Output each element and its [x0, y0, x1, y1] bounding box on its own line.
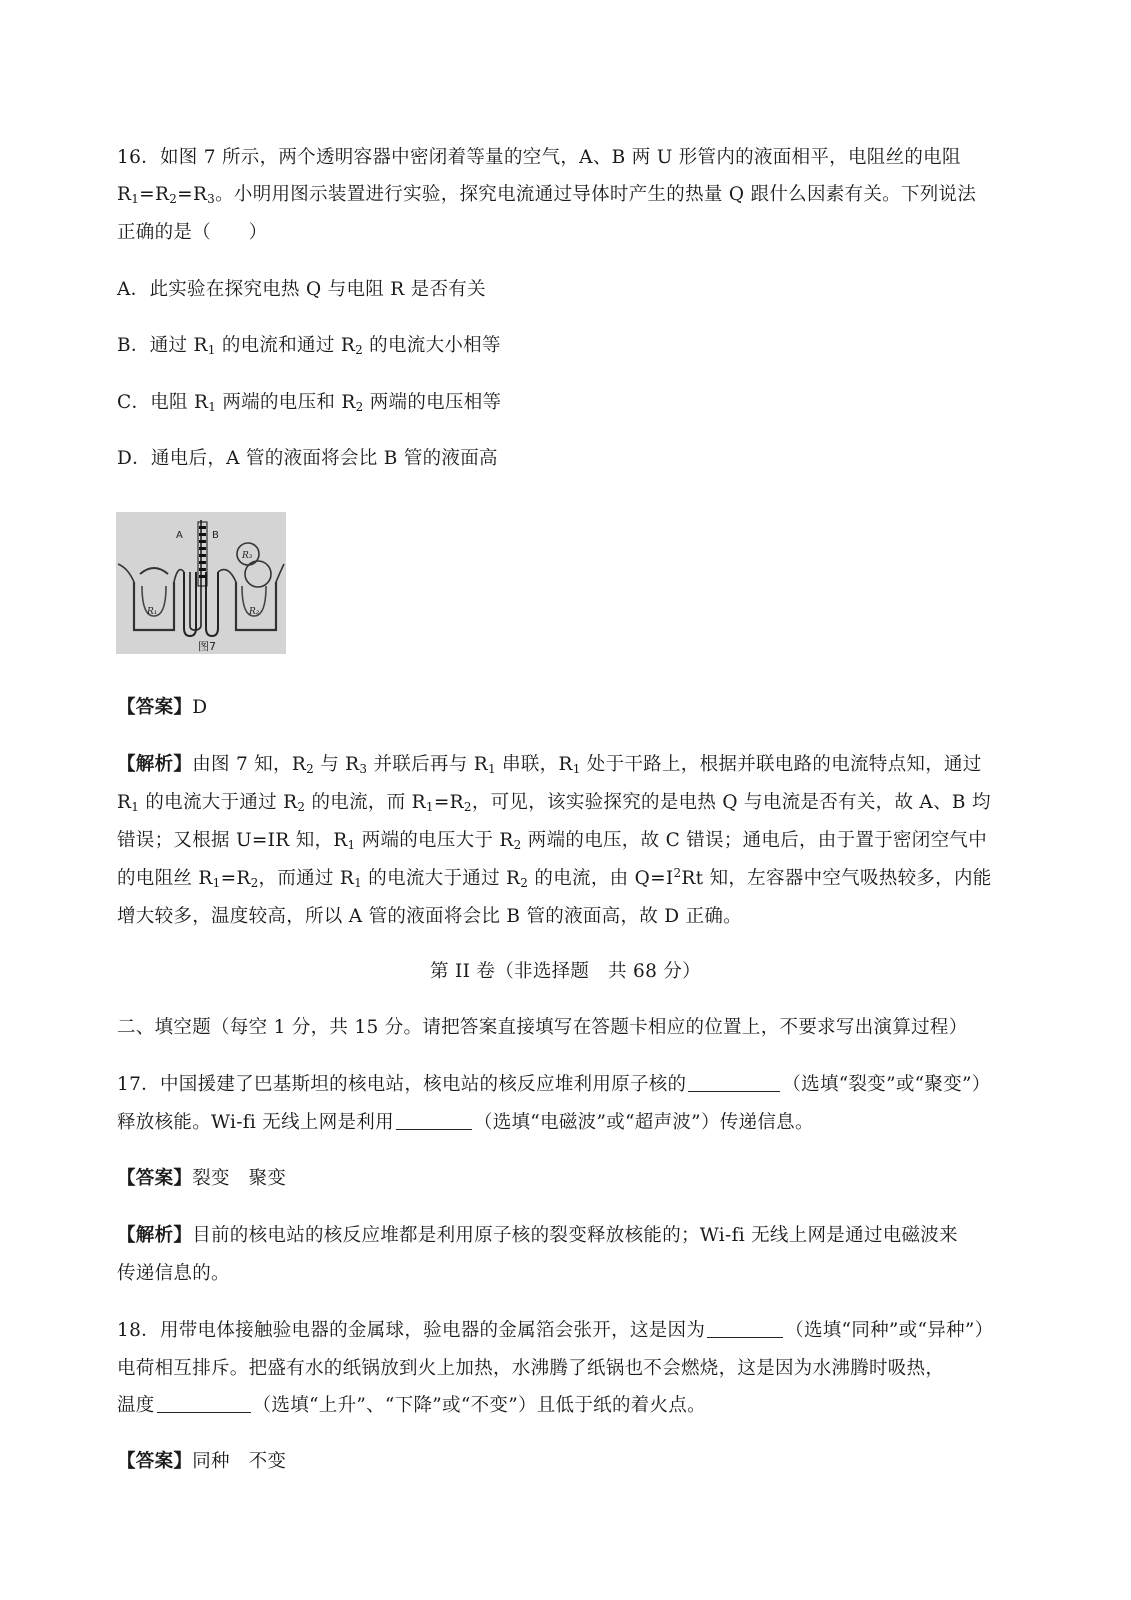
- q16-stem-line-2: [117, 183, 976, 207]
- section-title: [0, 960, 1131, 984]
- q17-answer: [117, 1167, 286, 1191]
- subscript: 1: [212, 876, 221, 890]
- subscript: 2: [463, 800, 472, 814]
- text-run: ，可见，该实验探究的是电热 Q 与电流是否有关，故 A、B 均: [471, 792, 991, 813]
- subscript: 3: [207, 192, 216, 206]
- q18-text-3a: 温度: [117, 1395, 155, 1416]
- q18-text-2: 电荷相互排斥。把盛有水的纸锅放到火上加热，水沸腾了纸锅也不会燃烧，这是因为水沸腾时吸热，: [117, 1358, 945, 1379]
- q17-analysis-line-1: [117, 1224, 958, 1248]
- q16-answer: [117, 696, 207, 720]
- q16-option-c: [117, 391, 501, 415]
- figure-caption: 图7: [198, 640, 216, 653]
- text-run: =R: [433, 792, 464, 813]
- q16-option-b: [117, 334, 501, 358]
- text-run: 的电流，而 R: [305, 792, 426, 813]
- text-run: 两端的电压大于 R: [355, 830, 514, 851]
- q17-blank-1[interactable]: [688, 1073, 780, 1092]
- q17-analysis-line-2: [117, 1262, 230, 1286]
- subscript: 1: [354, 876, 363, 890]
- q18-line-1: [117, 1319, 993, 1343]
- answer-value: 同种 不变: [192, 1451, 287, 1472]
- figure-label-r2: R₂: [249, 607, 260, 617]
- q18-text-1b: （选填“同种”或“异种”）: [785, 1320, 994, 1341]
- text-run: 错误；又根据 U=IR 知，R: [117, 830, 348, 851]
- analysis-tag: 【解析】: [117, 754, 193, 775]
- q17-blank-2[interactable]: [396, 1111, 472, 1130]
- section-fill-text: 二、填空题（每空 1 分，共 15 分。请把答案直接填写在答题卡相应的位置上，不要求写出演算过程）: [117, 1017, 968, 1038]
- q18-line-3: [117, 1394, 706, 1418]
- subscript: 1: [347, 838, 356, 852]
- answer-value: D: [192, 697, 208, 718]
- text-run: D．通电后，A 管的液面将会比 B 管的液面高: [117, 448, 498, 469]
- figure-label-a: A: [176, 530, 183, 541]
- text-run: R: [117, 792, 132, 813]
- text-run: 由图 7 知，R: [192, 754, 307, 775]
- text-run: =R: [220, 868, 251, 889]
- text-run: 的电流和通过 R: [215, 335, 356, 356]
- text-run: 处于干路上，根据并联电路的电流特点知，通过: [580, 754, 982, 775]
- q16-analysis-line-4: [117, 867, 992, 891]
- text-run: 的电流大于通过 R: [139, 792, 298, 813]
- subscript: 2: [513, 838, 522, 852]
- subscript: 2: [297, 800, 306, 814]
- answer-tag: 【答案】: [117, 1451, 193, 1472]
- q16-stem-line-3: [117, 221, 267, 245]
- q17-text-2b: （选填“电磁波”或“超声波”）传递信息。: [473, 1112, 814, 1133]
- subscript: 2: [250, 876, 259, 890]
- q16-stem-line-1: [117, 146, 961, 170]
- subscript: 2: [169, 192, 178, 206]
- section-fill-heading: [117, 1016, 968, 1040]
- analysis-tag: 【解析】: [117, 1225, 193, 1246]
- figure-7-image: [116, 512, 286, 654]
- text-run: 串联，R: [495, 754, 573, 775]
- subscript: 1: [425, 800, 434, 814]
- text-run: B．通过 R: [117, 335, 208, 356]
- q16-option-d: [117, 447, 498, 471]
- q18-answer: [117, 1450, 286, 1474]
- subscript: 1: [487, 762, 496, 776]
- subscript: 3: [359, 762, 368, 776]
- q18-blank-1[interactable]: [707, 1319, 783, 1338]
- analysis-text-1: 目前的核电站的核反应堆都是利用原子核的裂变释放核能的；Wi-fi 无线上网是通过电磁波来: [192, 1225, 958, 1246]
- q18-text-3b: （选填“上升”、“下降”或“不变”）且低于纸的着火点。: [252, 1395, 706, 1416]
- q17-text-1b: （选填“裂变”或“聚变”）: [782, 1074, 991, 1095]
- text-run: 与 R: [314, 754, 360, 775]
- figure-label-r1: R₁: [147, 607, 158, 617]
- q16-analysis-line-3: [117, 829, 987, 853]
- text-run: R: [117, 184, 132, 205]
- section-title-text: 第 II 卷（非选择题 共 68 分）: [430, 961, 701, 982]
- text-run: 的电流大小相等: [363, 335, 501, 356]
- figure-label-b: B: [212, 530, 219, 541]
- q16-analysis-line-2: [117, 791, 991, 815]
- q17-line-1: [117, 1073, 991, 1097]
- answer-tag: 【答案】: [117, 1168, 193, 1189]
- subscript: 1: [207, 343, 216, 357]
- text-run: 的电流大于通过 R: [362, 868, 521, 889]
- analysis-text-2: 传递信息的。: [117, 1263, 230, 1284]
- text-run: 的电阻丝 R: [117, 868, 213, 889]
- q18-blank-2[interactable]: [157, 1394, 251, 1413]
- subscript: 1: [572, 762, 581, 776]
- q16-option-a: [117, 278, 486, 302]
- subscript: 1: [208, 400, 217, 414]
- text-run: =R: [139, 184, 170, 205]
- q18-text-1a: 18．用带电体接触验电器的金属球，验电器的金属箔会张开，这是因为: [117, 1320, 706, 1341]
- text-run: 的电流，由 Q=I: [528, 868, 674, 889]
- q16-stem-text-1: 16．如图 7 所示，两个透明容器中密闭着等量的空气，A、B 两 U 形管内的液面相平，电阻丝的电阻: [117, 147, 961, 168]
- superscript: 2: [673, 866, 682, 880]
- q16-analysis-line-1: [117, 753, 982, 777]
- subscript: 2: [355, 343, 363, 357]
- q16-stem-text-3: 正确的是（ ）: [117, 222, 268, 243]
- figure-label-r3: R₃: [242, 551, 253, 561]
- text-run: 并联后再与 R: [367, 754, 488, 775]
- text-run: 增大较多，温度较高，所以 A 管的液面将会比 B 管的液面高，故 D 正确。: [117, 906, 742, 927]
- q16-analysis-line-5: [117, 905, 742, 929]
- text-run: 两端的电压，故 C 错误；通电后，由于置于密闭空气中: [521, 830, 988, 851]
- text-run: A．此实验在探究电热 Q 与电阻 R 是否有关: [117, 279, 486, 300]
- subscript: 2: [306, 762, 315, 776]
- subscript: 2: [520, 876, 529, 890]
- subscript: 2: [355, 400, 364, 414]
- subscript: 1: [131, 192, 140, 206]
- text-run: 两端的电压和 R: [216, 392, 356, 413]
- text-run: C．电阻 R: [117, 392, 209, 413]
- q17-line-2: [117, 1111, 814, 1135]
- q17-text-2a: 释放核能。Wi-fi 无线上网是利用: [117, 1112, 394, 1133]
- q17-text-1a: 17．中国援建了巴基斯坦的核电站，核电站的核反应堆利用原子核的: [117, 1074, 687, 1095]
- text-run: Rt 知，左容器中空气吸热较多，内能: [681, 868, 992, 889]
- text-run: 两端的电压相等: [363, 392, 502, 413]
- text-run: 。小明用图示装置进行实验，探究电流通过导体时产生的热量 Q 跟什么因素有关。下列说法: [215, 184, 977, 205]
- text-run: ，而通过 R: [258, 868, 355, 889]
- subscript: 1: [131, 800, 140, 814]
- answer-tag: 【答案】: [117, 697, 193, 718]
- text-run: =R: [177, 184, 208, 205]
- q18-line-2: [117, 1357, 944, 1381]
- answer-value: 裂变 聚变: [192, 1168, 287, 1189]
- analysis-text-1: [192, 754, 981, 775]
